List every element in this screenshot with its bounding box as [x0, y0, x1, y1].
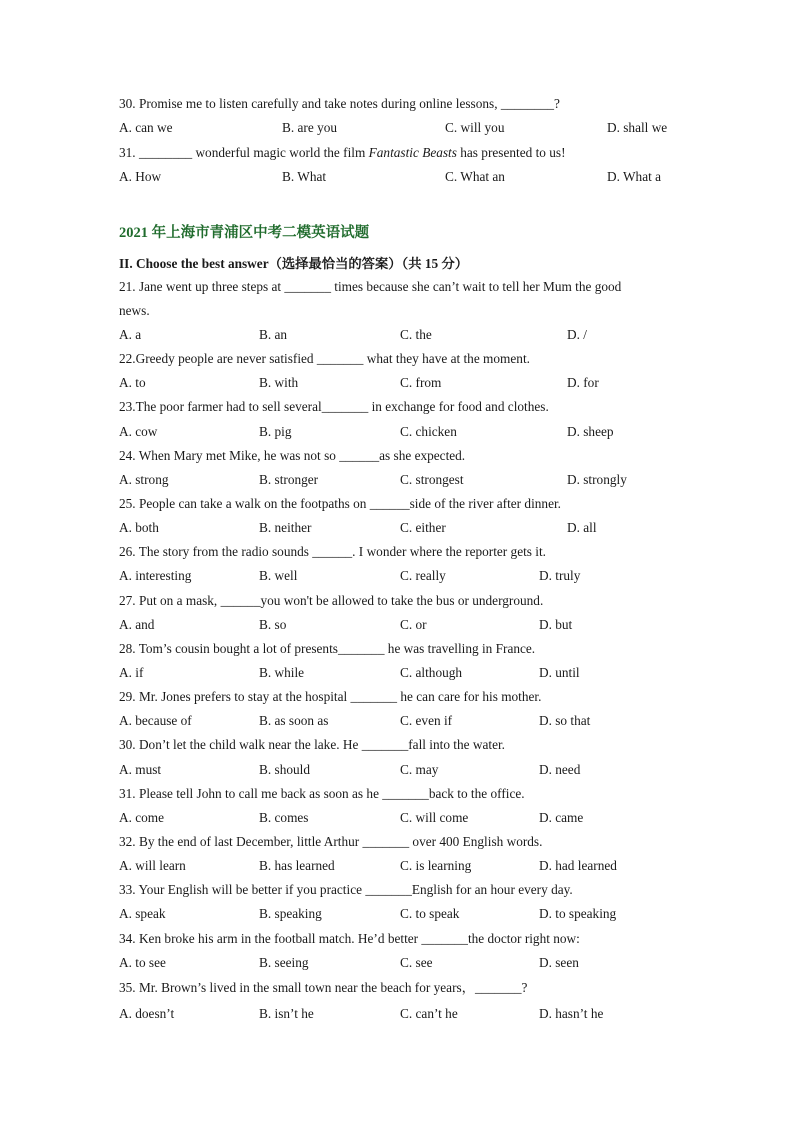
option-d: D. but [539, 617, 573, 632]
question-stem: 30. Don’t let the child walk near the lake. He _______fall into the water. [119, 737, 505, 752]
option-a: A. interesting [119, 568, 192, 583]
question-stem: 28. Tom’s cousin bought a lot of presents_______ he was travelling in France. [119, 641, 536, 656]
option-b: B. has learned [259, 858, 335, 873]
option-d: D. seen [539, 955, 579, 970]
options-row [0, 617, 794, 633]
option-a: A. come [119, 810, 165, 825]
option-a: A. cow [119, 424, 158, 439]
option-d: D. shall we [607, 120, 668, 135]
option-c: C. even if [400, 713, 453, 728]
option-a: A. How [119, 169, 162, 184]
option-a: A. if [119, 665, 144, 680]
option-b: B. should [259, 762, 310, 777]
option-a: A. can we [119, 120, 173, 135]
option-b: B. comes [259, 810, 309, 825]
options-row [0, 713, 794, 729]
options-row [0, 955, 794, 971]
option-c: C. really [400, 568, 446, 583]
option-b: B. neither [259, 520, 312, 535]
option-c: C. the [400, 327, 432, 342]
options-row [0, 665, 794, 681]
options-row [0, 906, 794, 922]
question-stem: 23.The poor farmer had to sell several_______ in exchange for food and clothes. [119, 399, 549, 414]
option-a: A. strong [119, 472, 169, 487]
options-row [0, 120, 794, 136]
options-row [0, 568, 794, 584]
option-d: D. had learned [539, 858, 617, 873]
option-c: C. is learning [400, 858, 472, 873]
question-stem: 35. Mr. Brown’s lived in the small town near the beach for years，_______? [119, 980, 528, 995]
option-a: A. must [119, 762, 162, 777]
section-subtitle: II. Choose the best answer（选择最恰当的答案）（共 15 分） [119, 256, 469, 271]
option-c: C. either [400, 520, 446, 535]
option-c: C. strongest [400, 472, 464, 487]
option-b: B. stronger [259, 472, 319, 487]
option-a: A. to see [119, 955, 166, 970]
option-d: D. to speaking [539, 906, 617, 921]
option-d: D. all [567, 520, 597, 535]
section-title: 2021 年上海市青浦区中考二模英语试题 [119, 225, 370, 241]
options-row [0, 520, 794, 536]
question-stem: 33. Your English will be better if you practice _______English for an hour every day. [119, 882, 573, 897]
option-a: A. speak [119, 906, 166, 921]
option-c: C. chicken [400, 424, 457, 439]
option-a: A. both [119, 520, 159, 535]
question-stem-continued: news. [119, 303, 150, 318]
options-row [0, 375, 794, 391]
option-d: D. hasn’t he [539, 1006, 604, 1021]
option-a: A. doesn’t [119, 1006, 175, 1021]
option-b: B. while [259, 665, 305, 680]
option-d: D. need [539, 762, 581, 777]
option-c: C. What an [445, 169, 505, 184]
option-b: B. isn’t he [259, 1006, 314, 1021]
option-b: B. an [259, 327, 288, 342]
option-d: D. for [567, 375, 599, 390]
option-c: C. to speak [400, 906, 460, 921]
option-b: B. speaking [259, 906, 322, 921]
option-b: B. so [259, 617, 287, 632]
option-d: D. strongly [567, 472, 627, 487]
question-stem-end: has presented to us! [456, 145, 566, 160]
option-b: B. are you [282, 120, 338, 135]
option-c: C. although [400, 665, 463, 680]
option-b: B. well [259, 568, 298, 583]
question-stem: 34. Ken broke his arm in the football match. He’d better _______the doctor right now: [119, 931, 580, 946]
option-a: A. because of [119, 713, 192, 728]
option-d: D. truly [539, 568, 581, 583]
option-c: C. will come [400, 810, 469, 825]
question-stem: 31. Please tell John to call me back as soon as he _______back to the office. [119, 786, 525, 801]
option-b: B. What [282, 169, 327, 184]
question-stem: 24. When Mary met Mike, he was not so ______as she expected. [119, 448, 466, 463]
option-b: B. as soon as [259, 713, 329, 728]
question-stem: 29. Mr. Jones prefers to stay at the hospital _______ he can care for his mother. [119, 689, 542, 704]
film-title: Fantastic Beasts [368, 145, 457, 160]
option-d: D. until [539, 665, 580, 680]
question-stem: 30. Promise me to listen carefully and take notes during online lessons, ________? [119, 96, 560, 111]
option-c: C. from [400, 375, 442, 390]
option-c: C. or [400, 617, 427, 632]
options-row [0, 810, 794, 826]
options-row [0, 327, 794, 343]
option-c: C. see [400, 955, 433, 970]
option-a: A. to [119, 375, 146, 390]
question-stem-start: 31. ________ wonderful magic world the film [119, 145, 369, 160]
question-stem: 22.Greedy people are never satisfied _______ what they have at the moment. [119, 351, 530, 366]
question-stem [119, 145, 566, 161]
option-a: A. will learn [119, 858, 186, 873]
question-stem: 32. By the end of last December, little Arthur _______ over 400 English words. [119, 834, 543, 849]
options-row [0, 762, 794, 778]
option-d: D. What a [607, 169, 662, 184]
option-c: C. may [400, 762, 439, 777]
question-stem: 26. The story from the radio sounds ______. I wonder where the reporter gets it. [119, 544, 546, 559]
option-b: B. seeing [259, 955, 309, 970]
question-stem: 27. Put on a mask, ______you won't be allowed to take the bus or underground. [119, 593, 544, 608]
option-d: D. / [567, 327, 587, 342]
option-a: A. a [119, 327, 142, 342]
option-c: C. will you [445, 120, 505, 135]
option-d: D. so that [539, 713, 591, 728]
options-row [0, 169, 794, 185]
option-d: D. came [539, 810, 584, 825]
option-c: C. can’t he [400, 1006, 458, 1021]
question-stem: 21. Jane went up three steps at _______ times because she can’t wait to tell her Mum the good [119, 279, 622, 294]
option-d: D. sheep [567, 424, 614, 439]
options-row [0, 858, 794, 874]
option-a: A. and [119, 617, 155, 632]
option-b: B. pig [259, 424, 292, 439]
question-stem: 25. People can take a walk on the footpaths on ______side of the river after dinner. [119, 496, 561, 511]
options-row [0, 472, 794, 488]
options-row [0, 424, 794, 440]
options-row [0, 1006, 794, 1022]
option-b: B. with [259, 375, 299, 390]
